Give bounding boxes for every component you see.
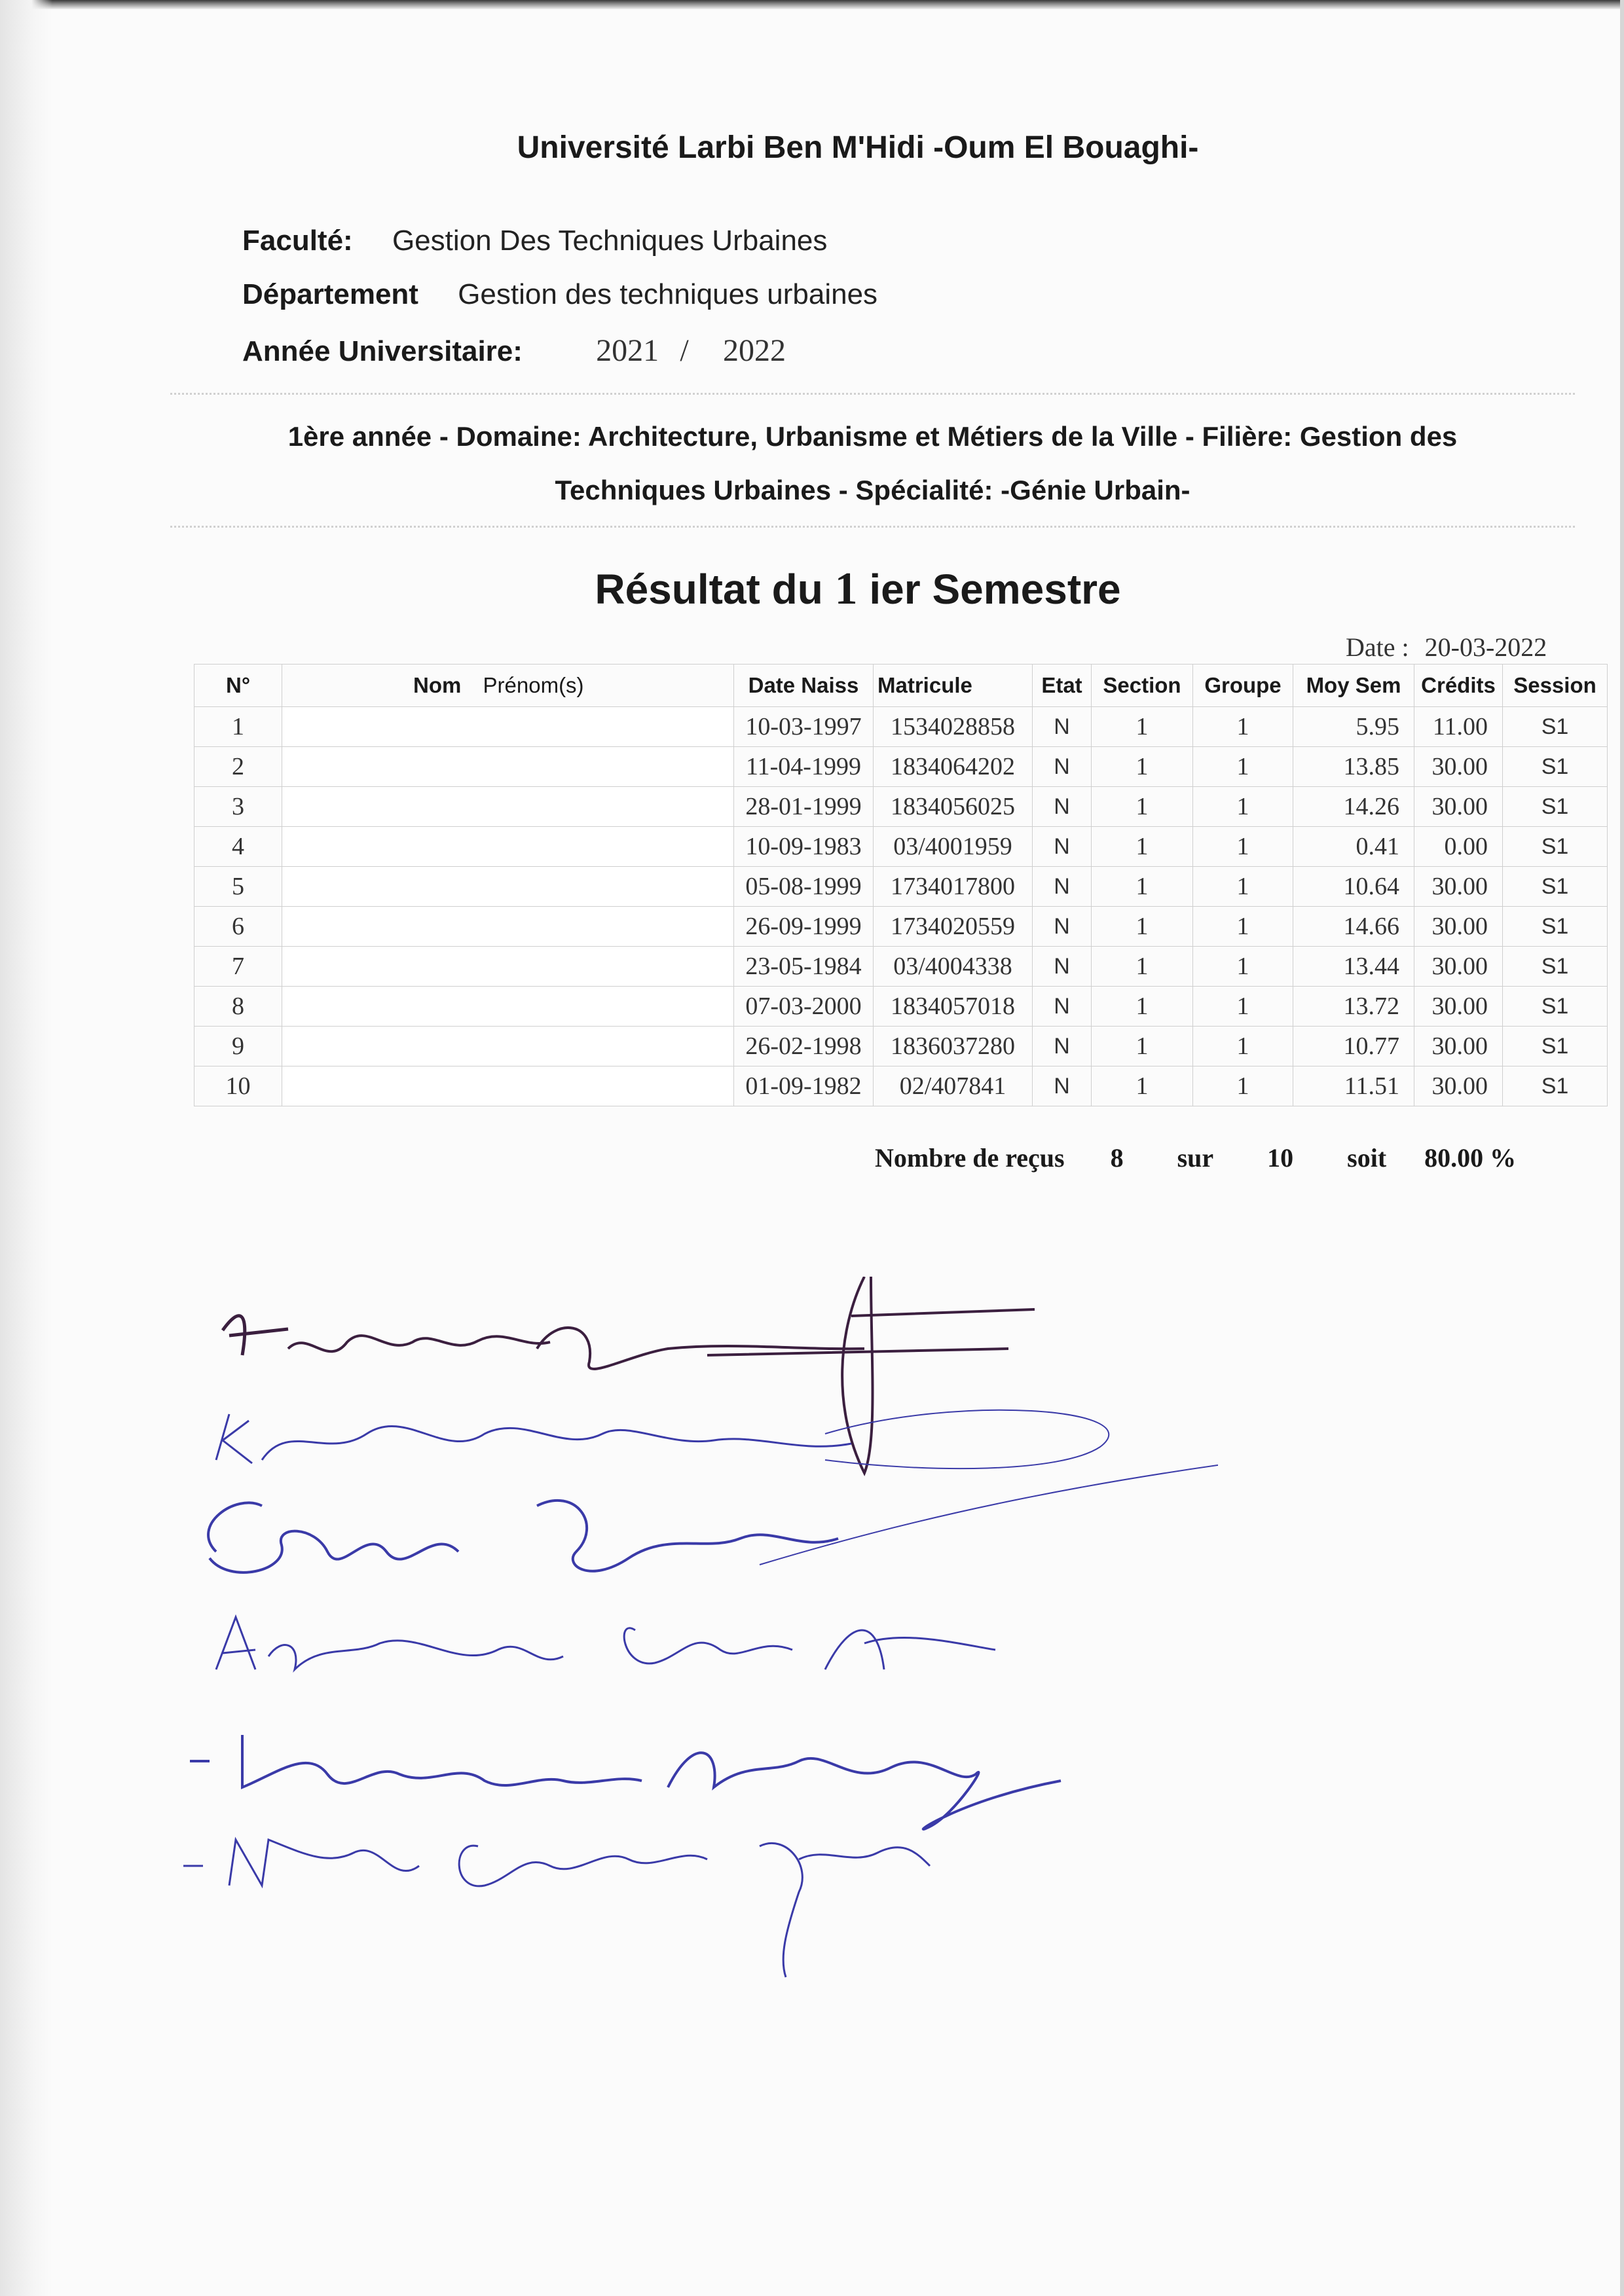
row-num: 3 (194, 787, 282, 827)
row-name-masked (282, 1027, 734, 1066)
row-num: 5 (194, 867, 282, 907)
row-credits: 30.00 (1414, 907, 1503, 947)
row-section: 1 (1092, 987, 1193, 1027)
table-header-row (194, 665, 1608, 707)
row-section: 1 (1092, 947, 1193, 987)
department-row (242, 278, 877, 311)
row-credits: 30.00 (1414, 987, 1503, 1027)
department-value: Gestion des techniques urbaines (458, 278, 878, 310)
signature-stroke (223, 1316, 288, 1355)
signature-stroke (459, 1846, 707, 1886)
scan-shadow (0, 0, 52, 2296)
row-etat: N (1033, 827, 1092, 867)
signatures-block (170, 1277, 1218, 1997)
row-num: 7 (194, 947, 282, 987)
row-matricule: 1734020559 (874, 907, 1033, 947)
row-groupe: 1 (1193, 787, 1293, 827)
results-table (194, 664, 1608, 1106)
table-row (194, 987, 1608, 1027)
signature-5 (190, 1735, 1061, 1829)
row-moy-sem: 10.64 (1293, 867, 1414, 907)
row-matricule: 1836037280 (874, 1027, 1033, 1066)
row-etat: N (1033, 707, 1092, 747)
row-section: 1 (1092, 1027, 1193, 1066)
row-groupe: 1 (1193, 747, 1293, 787)
row-date-naiss: 11-04-1999 (734, 747, 874, 787)
row-date-naiss: 07-03-2000 (734, 987, 874, 1027)
summary-total: 10 (1267, 1143, 1294, 1173)
row-credits: 30.00 (1414, 1027, 1503, 1066)
signature-stroke (208, 1503, 458, 1572)
row-date-naiss: 26-02-1998 (734, 1027, 874, 1066)
row-num: 4 (194, 827, 282, 867)
row-credits: 30.00 (1414, 747, 1503, 787)
row-section: 1 (1092, 707, 1193, 747)
table-row (194, 907, 1608, 947)
row-session: S1 (1503, 867, 1608, 907)
row-session: S1 (1503, 1066, 1608, 1106)
row-moy-sem: 13.85 (1293, 747, 1414, 787)
summary-line (875, 1142, 1516, 1173)
row-session: S1 (1503, 787, 1608, 827)
row-date-naiss: 28-01-1999 (734, 787, 874, 827)
row-section: 1 (1092, 1066, 1193, 1106)
row-section: 1 (1092, 747, 1193, 787)
title-prefix: Résultat du (595, 566, 823, 613)
program-line-2: Techniques Urbaines - Spécialité: -Génie Urbain- (555, 475, 1190, 505)
summary-sur: sur (1177, 1143, 1214, 1173)
row-name-masked (282, 707, 734, 747)
table-row (194, 1066, 1608, 1106)
row-section: 1 (1092, 827, 1193, 867)
row-moy-sem: 0.41 (1293, 827, 1414, 867)
table-row (194, 747, 1608, 787)
row-matricule: 1734017800 (874, 867, 1033, 907)
faculty-value: Gestion Des Techniques Urbaines (392, 225, 828, 257)
row-name-masked (282, 947, 734, 987)
title-suffix: ier Semestre (869, 566, 1121, 613)
summary-percent: 80.00 % (1424, 1143, 1517, 1173)
row-section: 1 (1092, 867, 1193, 907)
col-date-naiss: Date Naiss (734, 665, 874, 707)
signature-stroke (183, 1840, 419, 1886)
row-credits: 30.00 (1414, 947, 1503, 987)
col-session: Session (1503, 665, 1608, 707)
table-row (194, 827, 1608, 867)
row-credits: 0.00 (1414, 827, 1503, 867)
row-groupe: 1 (1193, 827, 1293, 867)
row-date-naiss: 10-09-1983 (734, 827, 874, 867)
signature-stroke (825, 1630, 995, 1669)
row-matricule: 03/4001959 (874, 827, 1033, 867)
row-moy-sem: 5.95 (1293, 707, 1414, 747)
table-row (194, 947, 1608, 987)
scan-edge (0, 0, 1624, 9)
row-num: 8 (194, 987, 282, 1027)
row-num: 6 (194, 907, 282, 947)
col-nom: Nom (413, 673, 462, 697)
program-line-1: 1ère année - Domaine: Architecture, Urbanisme et Métiers de la Ville - Filière: Gestion des (287, 421, 1458, 452)
row-session: S1 (1503, 707, 1608, 747)
divider (170, 526, 1575, 528)
signature-stroke (216, 1617, 563, 1669)
row-num: 1 (194, 707, 282, 747)
col-matricule: Matricule (874, 665, 1033, 707)
row-moy-sem: 13.72 (1293, 987, 1414, 1027)
table-row (194, 787, 1608, 827)
row-moy-sem: 10.77 (1293, 1027, 1414, 1066)
signature-flourish (760, 1440, 1218, 1565)
row-credits: 30.00 (1414, 1066, 1503, 1106)
row-groupe: 1 (1193, 867, 1293, 907)
signature-stroke (262, 1426, 851, 1460)
faculty-label: Faculté: (242, 225, 353, 257)
row-matricule: 1534028858 (874, 707, 1033, 747)
summary-label: Nombre de reçus (875, 1143, 1065, 1173)
row-moy-sem: 14.26 (1293, 787, 1414, 827)
row-section: 1 (1092, 907, 1193, 947)
signature-stroke (216, 1414, 252, 1463)
row-moy-sem: 14.66 (1293, 907, 1414, 947)
scan-edge-right (1620, 0, 1624, 2296)
year-end: 2022 (722, 333, 786, 368)
row-matricule: 1834064202 (874, 747, 1033, 787)
row-session: S1 (1503, 907, 1608, 947)
row-name-masked (282, 1066, 734, 1106)
signature-stroke (760, 1843, 930, 1977)
row-etat: N (1033, 907, 1092, 947)
year-start: 2021 (596, 333, 659, 368)
page-title (0, 563, 1624, 615)
row-matricule: 1834057018 (874, 987, 1033, 1027)
date-value: 20-03-2022 (1424, 632, 1547, 662)
row-session: S1 (1503, 947, 1608, 987)
col-section: Section (1092, 665, 1193, 707)
row-name-masked (282, 867, 734, 907)
row-moy-sem: 11.51 (1293, 1066, 1414, 1106)
year-row (242, 333, 786, 369)
divider (170, 393, 1575, 395)
row-credits: 30.00 (1414, 867, 1503, 907)
signature-6 (183, 1840, 930, 1977)
col-groupe: Groupe (1193, 665, 1293, 707)
signature-stroke (537, 1309, 1035, 1369)
col-etat: Etat (1033, 665, 1092, 707)
date-label: Date : (1346, 632, 1409, 662)
signature-2 (216, 1410, 1109, 1468)
year-label: Année Universitaire: (242, 335, 523, 367)
title-number: 1 (834, 564, 858, 614)
faculty-row (242, 225, 827, 257)
col-moy-sem: Moy Sem (1293, 665, 1414, 707)
year-separator: / (680, 333, 689, 368)
row-groupe: 1 (1193, 947, 1293, 987)
date-line (1346, 632, 1547, 663)
row-date-naiss: 10-03-1997 (734, 707, 874, 747)
row-groupe: 1 (1193, 907, 1293, 947)
summary-passed: 8 (1110, 1143, 1124, 1173)
row-credits: 11.00 (1414, 707, 1503, 747)
department-label: Département (242, 278, 418, 310)
signature-stroke (668, 1753, 1061, 1829)
row-etat: N (1033, 787, 1092, 827)
signature-stroke (624, 1628, 792, 1664)
row-date-naiss: 01-09-1982 (734, 1066, 874, 1106)
row-etat: N (1033, 947, 1092, 987)
col-credits: Crédits (1414, 665, 1503, 707)
row-name-masked (282, 987, 734, 1027)
signature-stroke (190, 1735, 642, 1787)
row-date-naiss: 23-05-1984 (734, 947, 874, 987)
row-name-masked (282, 827, 734, 867)
row-groupe: 1 (1193, 1027, 1293, 1066)
row-etat: N (1033, 1066, 1092, 1106)
signature-1 (223, 1277, 1035, 1473)
signature-stroke (288, 1336, 550, 1351)
university-title: Université Larbi Ben M'Hidi -Oum El Bouaghi- (517, 130, 1199, 165)
row-section: 1 (1092, 787, 1193, 827)
row-date-naiss: 05-08-1999 (734, 867, 874, 907)
row-session: S1 (1503, 1027, 1608, 1066)
table-row (194, 867, 1608, 907)
row-groupe: 1 (1193, 987, 1293, 1027)
row-matricule: 02/407841 (874, 1066, 1033, 1106)
row-etat: N (1033, 747, 1092, 787)
program-description (170, 410, 1575, 517)
row-date-naiss: 26-09-1999 (734, 907, 874, 947)
col-nom-prenom (282, 665, 734, 707)
row-name-masked (282, 787, 734, 827)
summary-soit: soit (1347, 1143, 1387, 1173)
row-groupe: 1 (1193, 707, 1293, 747)
table-row (194, 707, 1608, 747)
row-groupe: 1 (1193, 1066, 1293, 1106)
row-num: 9 (194, 1027, 282, 1066)
signature-4 (216, 1617, 995, 1669)
row-etat: N (1033, 987, 1092, 1027)
row-num: 2 (194, 747, 282, 787)
row-credits: 30.00 (1414, 787, 1503, 827)
row-etat: N (1033, 1027, 1092, 1066)
row-session: S1 (1503, 987, 1608, 1027)
row-matricule: 1834056025 (874, 787, 1033, 827)
table-row (194, 1027, 1608, 1066)
col-prenom: Prénom(s) (483, 673, 584, 697)
row-moy-sem: 13.44 (1293, 947, 1414, 987)
row-etat: N (1033, 867, 1092, 907)
row-name-masked (282, 907, 734, 947)
row-name-masked (282, 747, 734, 787)
row-session: S1 (1503, 827, 1608, 867)
col-num: N° (194, 665, 282, 707)
signature-stroke (537, 1501, 838, 1571)
row-matricule: 03/4004338 (874, 947, 1033, 987)
row-session: S1 (1503, 747, 1608, 787)
row-num: 10 (194, 1066, 282, 1106)
